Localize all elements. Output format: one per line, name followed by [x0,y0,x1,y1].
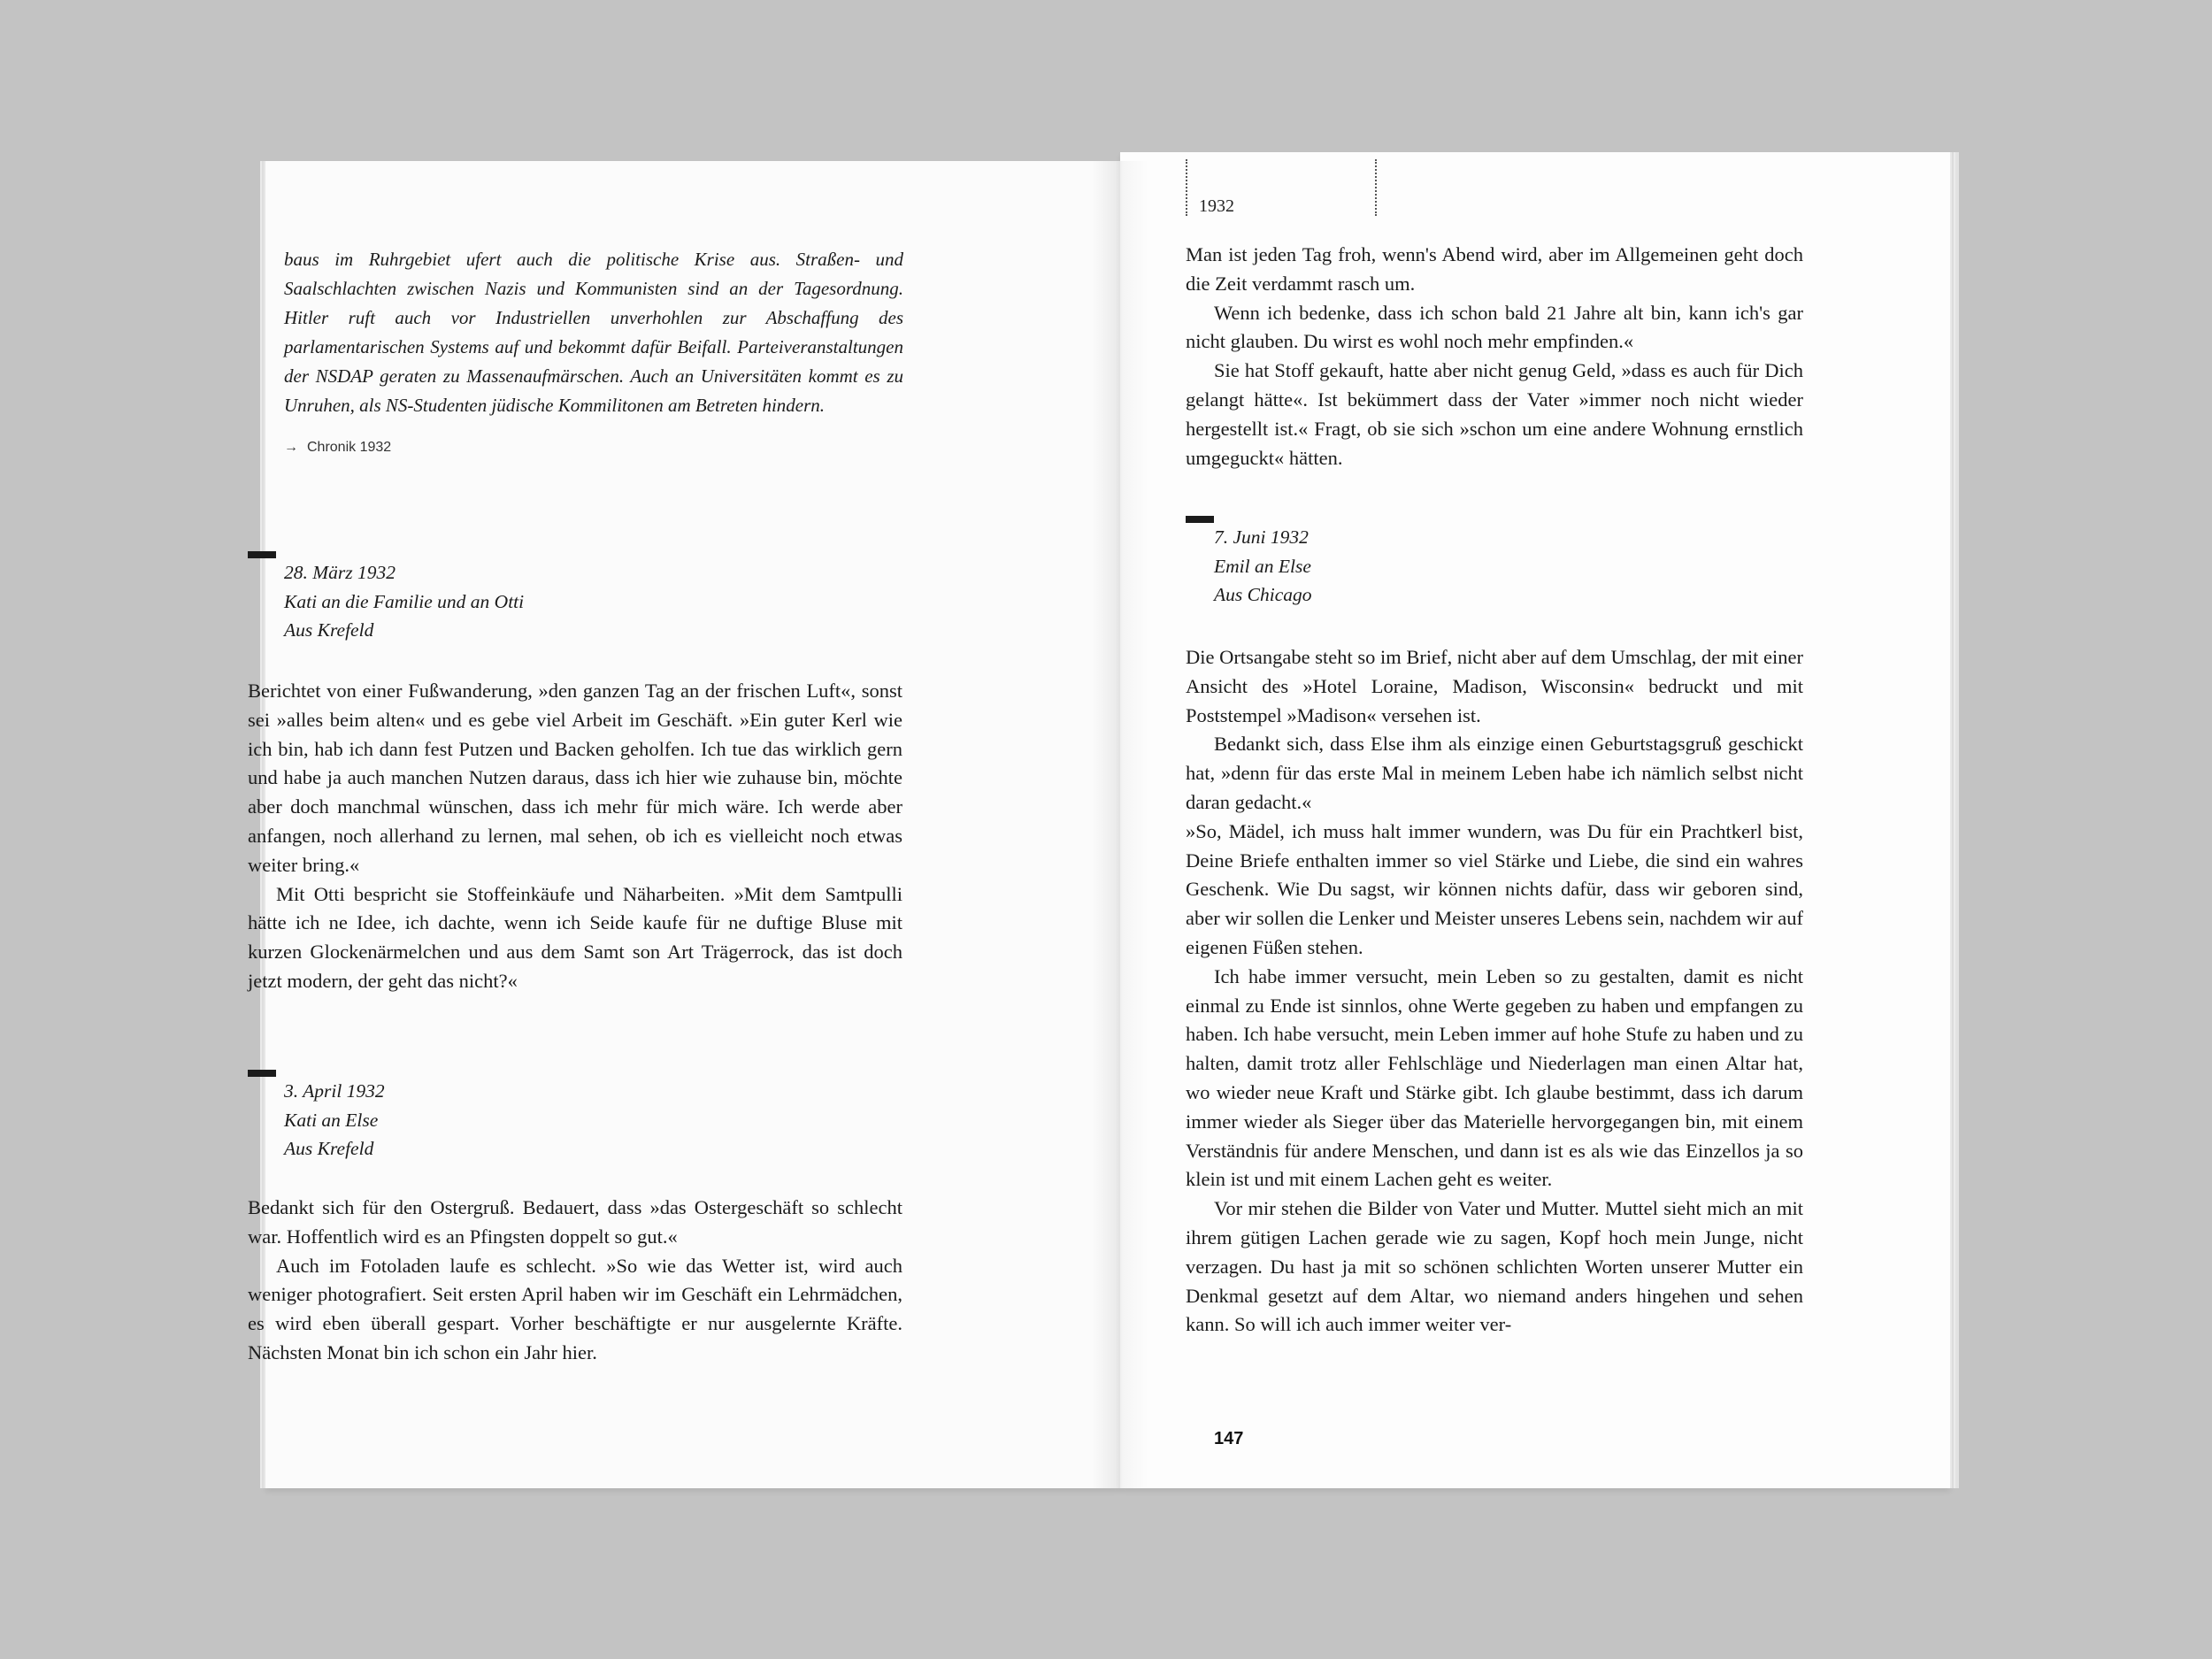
entry-place: Aus Chicago [1214,584,1312,605]
body-paragraph: Man ist jeden Tag froh, wenn's Abend wird, aber im Allgemeinen geht doch die Zeit verdammt rasch um. [1186,243,1803,295]
body-paragraph: Sie hat Stoff gekauft, hatte aber nicht genug Geld, »dass es auch für Dich gelangt hätte«. Ist bekümmert dass der Vater »immer noch nicht wieder hergestellt ist.« Fragt, ob sie sich »schon um eine andere Wohnung ernstlich umgeguckt« hätten. [1186,359,1803,469]
entry-body [248,677,902,996]
arrow-right-icon: → [284,440,298,455]
entry-heading [1214,523,1311,610]
entry-place: Aus Krefeld [284,619,374,641]
continued-text [1186,241,1803,472]
entry-heading [284,558,524,645]
entry-date: 28. März 1932 [284,562,396,583]
body-paragraph: Berichtet von einer Fußwanderung, »den ganzen Tag an der frischen Luft«, sonst sei »alles beim alten« und es gebe viel Arbeit im Geschäft. »Ein guter Kerl wie ich bin, hab ich dann fest Putzen und Backen geholfen. Ich tue das wirklich gern und habe ja auch manchen Nutzen daraus, dass ich hier wie zuhause bin, möchte aber doch manchmal wünschen, dass ich mehr für mich wäre. Ich werde aber anfangen, noch allerhand zu lernen, mal sehen, ob ich es vielleicht noch etwas weiter bring.« [248,680,902,876]
left-page [248,161,1120,1488]
body-paragraph: Ich habe immer versucht, mein Leben so zu gestalten, damit es nicht einmal zu Ende ist sinnlos, ohne Werte gegeben zu haben und empfangen zu haben. Ich habe versucht, mein Leben immer auf hohe Stufe zu haben und zu halten, damit trotz aller Fehlschläge und Niederlagen man einen Altar hat, wo wieder neue Kraft und Stärke gibt. Ich glaube bestimmt, dass ich darum immer wieder als Sieger über das Materielle hervorgegangen bin, mit einem Verständnis für andere Menschen, und dann ist es als wie das Einzellos ja so klein ist und mit einem Lachen geht es weiter. [1186,964,1803,1191]
body-paragraph: Die Ortsangabe steht so im Brief, nicht aber auf dem Umschlag, der mit einer Ansicht des »Hotel Loraine, Madison, Wisconsin« bedruckt und mit Poststempel »Madison« versehen ist. [1186,646,1803,726]
entry-body [248,1194,902,1368]
body-paragraph: Bedankt sich für den Ostergruß. Bedauert, dass »das Ostergeschäft so schlecht war. Hoffentlich wird es an Pfingsten doppelt so gut.« [248,1196,902,1248]
body-paragraph: Wenn ich bedenke, dass ich schon bald 21 Jahre alt bin, kann ich's gar nicht glauben. Du wirst es wohl noch mehr empfinden.« [1186,301,1803,353]
book-gutter-shadow [1092,161,1148,1488]
chronicle-intro [284,245,903,456]
entry-marker [1186,516,1214,523]
reference-label: Chronik 1932 [307,440,392,455]
entry-date: 7. Juni 1932 [1214,526,1309,548]
body-paragraph: Vor mir stehen die Bilder von Vater und Mutter. Muttel sieht mich an mit ihrem gütigen Lachen gerade wie zu sagen, Kopf hoch mein Junge, nicht verzagen. Du hast ja mit so schönen schlichten Worten unserer Mutter ein Denkmal gesetzt auf dem Altar, wo niemand anders hingehen und sehen kann. So will ich auch immer weiter ver- [1186,1197,1803,1336]
body-paragraph: Bedankt sich, dass Else ihm als einzige einen Geburtstagsgruß geschickt hat, »denn für das erste Mal in meinem Leben habe ich nämlich selbst nicht daran gedacht.« [1186,733,1803,813]
chronicle-reference[interactable] [284,440,903,456]
body-paragraph: Auch im Fotoladen laufe es schlecht. »So wie das Wetter ist, wird auch weniger photografiert. Seit ersten April haben wir im Geschäft ein Lehrmädchen, es wird eben überall gespart. Vorher beschäftigte er nur ausgelernte Kräfte. Nächsten Monat bin ich schon ein Jahr hier. [248,1254,902,1363]
intro-text: baus im Ruhrgebiet ufert auch die politische Krise aus. Straßen- und Saalschlachten zwischen Nazis und Kommunisten sind an der Tagesordnung. Hitler ruft auch vor Industriellen unverhohlen zur Abschaffung des parlamentarischen Systems auf und bekommt dafür Beifall. Parteiveranstaltungen der NSDAP geraten zu Massenaufmärschen. Auch an Universitäten kommt es zu Unruhen, als NS-Studenten jüdische Kommilitonen am Betreten hindern. [284,249,903,416]
right-page [1120,152,1950,1488]
entry-correspondents: Kati an die Familie und an Otti [284,590,525,612]
entry-heading [284,1077,385,1164]
page-number: 147 [1214,1429,1244,1448]
entry-marker [248,551,276,558]
dotted-rule-left [1186,159,1187,216]
open-book [250,152,1966,1497]
entry-body [1186,643,1803,1340]
entry-date: 3. April 1932 [284,1080,385,1102]
entry-marker [248,1070,276,1077]
entry-correspondents: Kati an Else [284,1109,379,1131]
entry-place: Aus Krefeld [284,1138,374,1159]
running-head-year: 1932 [1199,196,1234,216]
entry-correspondents: Emil an Else [1214,555,1311,577]
dotted-rule-right [1375,159,1377,216]
body-paragraph: Mit Otti bespricht sie Stoffeinkäufe und Näharbeiten. »Mit dem Samtpulli hätte ich ne Idee, ich dachte, wenn ich Seide kaufe für ne duftige Bluse mit kurzen Glockenärmelchen und aus dem Samt son Art Trägerrock, das ist doch jetzt modern, der geht das nicht?« [248,882,902,992]
body-paragraph: »So, Mädel, ich muss halt immer wundern, was Du für ein Prachtkerl bist, Deine Briefe enthalten immer so viel Stärke und Liebe, die sind ein wahres Geschenk. Wie Du sagst, wir können nichts dafür, dass wir geboren sind, aber wir sollen die Lenker und Meister unseres Lebens sein, nachdem wir auf eigenen Füßen stehen. [1186,819,1803,958]
